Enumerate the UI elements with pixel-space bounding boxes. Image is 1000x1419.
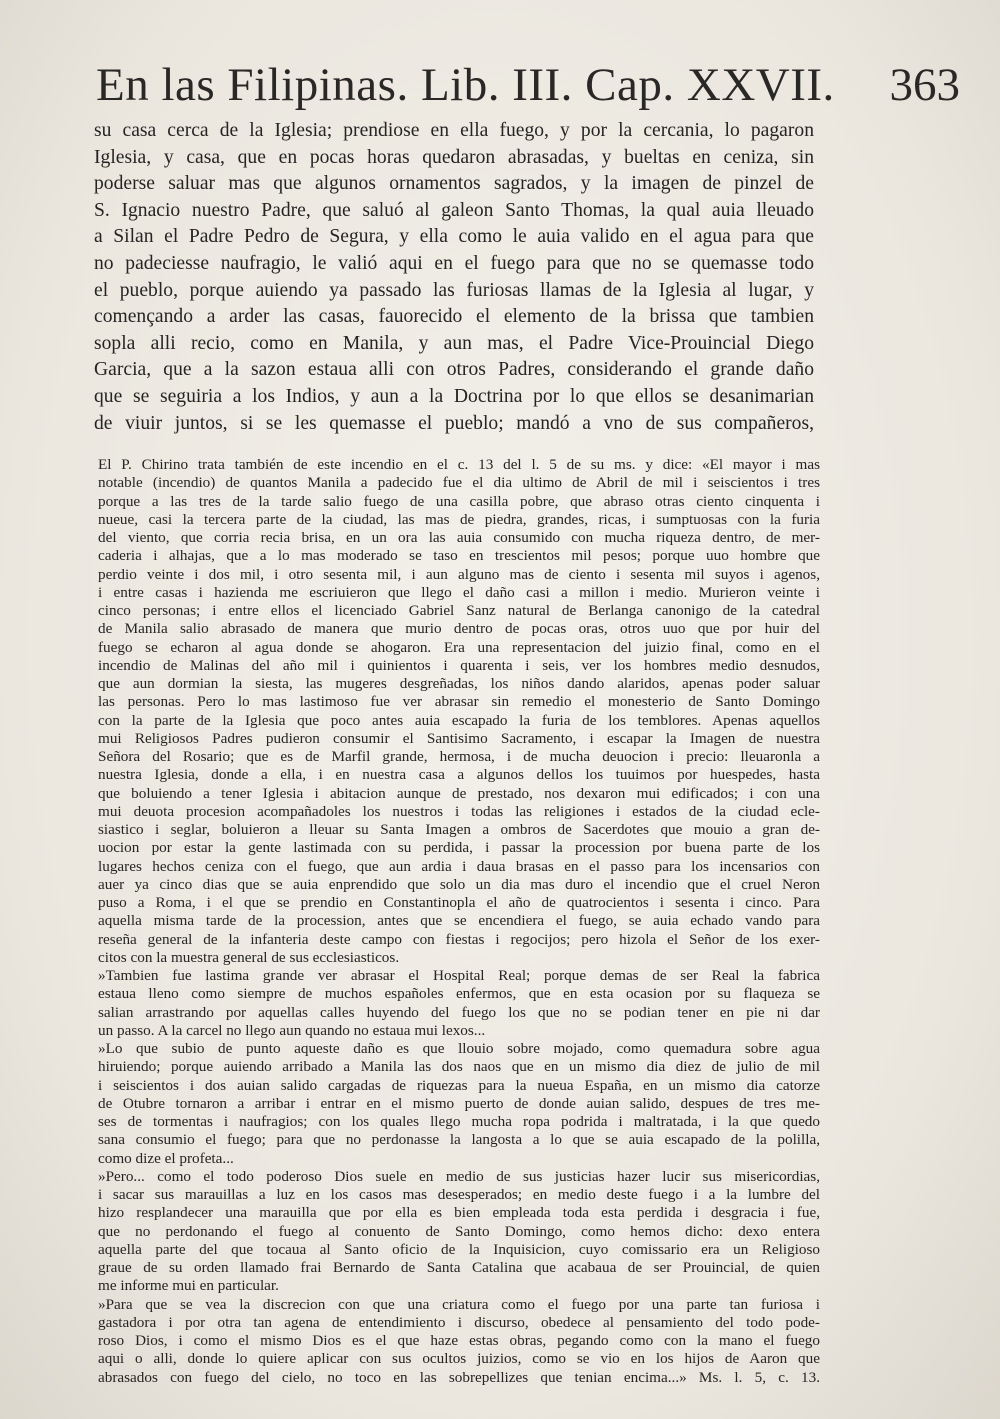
footnote-line: i sacar sus marauillas a luz en los casos mas desesperados; en medio deste fuego i a la lumbre del — [98, 1186, 820, 1203]
body-line: Iglesia, y casa, que en pocas horas quedaron abrasadas, y bueltas en ceniza, sin — [94, 146, 814, 168]
footnote-line: las personas. Pero lo mas lastimoso fue ver abrasar sin remedio el monesterio de Santo Domingo — [98, 693, 820, 711]
footnote-line: mui deuota procesion acompañadoles los nuestros i todas las religiones i estados de la ciudad ecle- — [98, 802, 820, 820]
footnote-line: citos con la muestra general de sus ecclesiasticos. — [98, 948, 400, 966]
footnote-line: nueue, casi la tercera parte de la ciudad, las mas de piedra, grandes, ricas, i sumptuosas con la furia — [98, 510, 820, 528]
footnote-line: hiruiendo; porque auiendo arribado a Manila las dos naos que en un mismo dia diez de julio de mil — [98, 1058, 820, 1076]
footnote-line: i entre casas i hazienda me escriuieron que llego el daño casi a millon i medio. Murieron veinte i — [98, 583, 820, 601]
footnote-line: incendio de Malinas del año mil i quinientos i quarenta i seis, ver los hombres medio desnudos, — [98, 656, 820, 674]
footnote-line: que no perdonando el fuego al conuento de Santo Domingo, como hemos dicho: dexo entera — [98, 1222, 820, 1240]
footnote-line: que boluiendo a tener Iglesia i abitacion aunque de prestado, nos dexaron mui edificados; i con una — [98, 784, 820, 802]
footnote-line: puso a Roma, i el que se prendio en Constantinopla el año de quatrocientos i sesenta i cinco. Para — [98, 894, 820, 911]
footnote-line: »Lo que subio de punto aqueste daño es que llouio sobre mojado, como quemadura sobre agua — [98, 1040, 820, 1057]
body-line: que se seguiria a los Indios, y aun a la Doctrina por lo que ellos se desanimarian — [94, 385, 814, 407]
footnote-line: lugares hechos ceniza con el fuego, que aun ardia i daua brasas en el passo para los incensarios con — [98, 857, 820, 875]
footnote-line: gastadora i por otra tan agena de entendimiento i discurso, obedece al pensamiento del todo pode- — [98, 1313, 820, 1331]
footnote-line: mui Religiosos Padres pudieron consumir el Santisimo Sacramento, i escapar la Imagen de nuestra — [98, 729, 820, 747]
footnote-line: estaua lleno como siempre de muchos españoles enfermos, que en esta ocasion por su flaqueza se — [98, 985, 820, 1003]
footnote-line: i seiscientos i dos auian salido cargadas de riquezas para la nueua España, en un mismo dia catorze — [98, 1076, 820, 1094]
footnote-line: siastico i seglar, boluieron a lleuar su Santa Imagen a ombros de Sacerdotes que mouio a gran de- — [98, 821, 820, 838]
footnote-line: »Tambien fue lastima grande ver abrasar el Hospital Real; porque demas de ser Real la fabrica — [98, 967, 820, 984]
footnote-line: Señora del Rosario; que es de Marfil grande, hermosa, i de mucha deuocion i precio: lleuaronla a — [98, 748, 820, 765]
footnote-line: de Manila salio abrasado de manera que murio dentro de pocas oras, otros uuo que por huir del — [98, 620, 820, 638]
footnote-line: aqui o alli, donde lo quiere aplicar con sus ocultos juizios, como se vio en los hijos de Aaron que — [98, 1350, 820, 1368]
page-number: 363 — [889, 59, 960, 111]
footnote-line: aquella misma tarde de la procession, antes que se encendiera el fuego, se auia echado vando para — [98, 912, 820, 930]
footnote-line: abrasados con fuego del cielo, no toco en las sobrepellizes que tenian encima...» Ms. l. 5, c. 13. — [98, 1368, 820, 1386]
footnote-line: aquella parte del que tocaua al Santo oficio de la Inquisicion, cuyo comissario era un Religioso — [98, 1240, 820, 1258]
footnote-line: porque a las tres de la tarde salio fuego de una casilla pobre, que abraso otras ciento cinquenta i — [98, 492, 820, 510]
body-line: no padeciesse naufragio, le valió aqui en el fuego para que no se quemasse todo — [94, 252, 814, 274]
footnote-line: caderia i alhajas, que a lo mas moderado se taso en trescientos mil pesos; porque uuo hombre que — [98, 547, 820, 565]
footnote-line: fuego se echaron al agua donde se ahogaron. Era una representacion del juizio final, como en el — [98, 638, 820, 656]
footnote-line: de Otubre tornaron a arribar i entrar en el mismo puerto de donde auian salido, despues de tres me- — [98, 1094, 820, 1112]
body-line: su casa cerca de la Iglesia; prendiose en ella fuego, y por la cercania, lo pagaron — [94, 120, 814, 141]
body-line: a Silan el Padre Pedro de Segura, y ella como le auia valido en el agua para que — [94, 226, 814, 248]
body-line: de viuir juntos, si se les quemasse el pueblo; mandó a vno de sus compañeros, — [94, 412, 814, 434]
footnote-line: perdio veinte i dos mil, i otro sesenta mil, i aun alguno mas de ciento i sesenta mil suyos i agenos, — [98, 565, 820, 583]
footnote-line: El P. Chirino trata también de este incendio en el c. 13 del l. 5 de su ms. y dice: «El mayor i mas — [98, 456, 820, 473]
footnote-line: ses de tormentas i naufragios; con los quales llego mucha ropa podrida i maltratada, i la que quedo — [98, 1113, 820, 1130]
footnote-line: uocion por estar la gente lastimada con su perdida, i passar la procession por buena parte de los — [98, 839, 820, 857]
footnote-line: del viento, que corria recia brisa, en un ora las auia consumido con mucha riqueza dentro, de mer- — [98, 529, 820, 546]
footnote-line: hizo resplandecer una marauilla que por ella es bien empleada toda esta perdida i desgracia i fue, — [98, 1204, 820, 1222]
footnote-line: roso Dios, i como el mismo Dios es el que haze estas obras, pegando como con la mano el fuego — [98, 1332, 820, 1349]
footnote-line: me informe mui en particular. — [98, 1277, 279, 1295]
footnote-line: cinco personas; i entre ellos el licenciado Gabriel Sanz natural de Berlanga canonigo de la catedral — [98, 602, 820, 619]
footnote-line: con la parte de la Iglesia que poco antes auia escapado la furia de los temblores. Apenas aquellos — [98, 711, 820, 729]
footnote-line: reseña general de la infanteria deste campo con fiestas i regocijos; pero hizola el Señor de los exer- — [98, 930, 820, 948]
body-line: Garcia, que a la sazon estaua alli con otros Padres, considerando el grande daño — [94, 359, 814, 381]
footnote — [98, 456, 820, 1387]
body-line: el pueblo, porque auiendo ya passado las furiosas llamas de la Iglesia al lugar, y — [94, 279, 814, 301]
running-title: En las Filipinas. Lib. III. Cap. XXVII. — [96, 59, 835, 111]
main-text — [94, 118, 814, 437]
footnote-line: notable (incendio) de quantos Manila a padecido fue el dia ultimo de Abril de mil i seiscientos i tres — [98, 474, 820, 492]
body-line: poderse saluar mas que algunos ornamentos sagrados, y la imagen de pinzel de — [94, 173, 814, 195]
footnote-line: salian arrastrando por aquellas calles huyendo del fuego los que no se podian tener en pie ni dar — [98, 1003, 820, 1021]
running-head — [96, 58, 960, 111]
footnote-line: que aun dormian la siesta, las mugeres desgreñadas, los niños dando alaridos, apenas poder saluar — [98, 675, 820, 692]
body-line: començando a arder las casas, fauorecido el elemento de la brissa que tambien — [94, 306, 814, 328]
footnote-line: nuestra Iglesia, donde a ella, i en nuestra casa a algunos dellos los tuuimos por huespedes, hasta — [98, 766, 820, 784]
body-line: S. Ignacio nuestro Padre, que saluó al galeon Santo Thomas, la qual auia lleuado — [94, 199, 814, 221]
footnote-line: auer ya cinco dias que se auia enprendido que solo un dia mas duro el incendio que el cruel Neron — [98, 875, 820, 893]
body-line: sopla alli recio, como en Manila, y aun mas, el Padre Vice-Prouincial Diego — [94, 332, 814, 354]
footnote-line: »Para que se vea la discrecion con que una criatura como el fuego por una parte tan furiosa i — [98, 1295, 820, 1313]
footnote-line: sana consumio el fuego; para que no perdonasse la langosta a lo que se auia escapado de la polilla, — [98, 1131, 820, 1149]
footnote-line: como dize el profeta... — [98, 1149, 234, 1167]
footnote-line: »Pero... como el todo poderoso Dios suele en medio de sus justicias hazer lucir sus misericordias, — [98, 1167, 820, 1185]
footnote-line: un passo. A la carcel no llego aun quando no estaua mui lexos... — [98, 1021, 486, 1039]
footnote-line: graue de su orden llamado frai Bernardo de Santa Catalina que acabaua de ser Prouincial, de quien — [98, 1259, 820, 1276]
